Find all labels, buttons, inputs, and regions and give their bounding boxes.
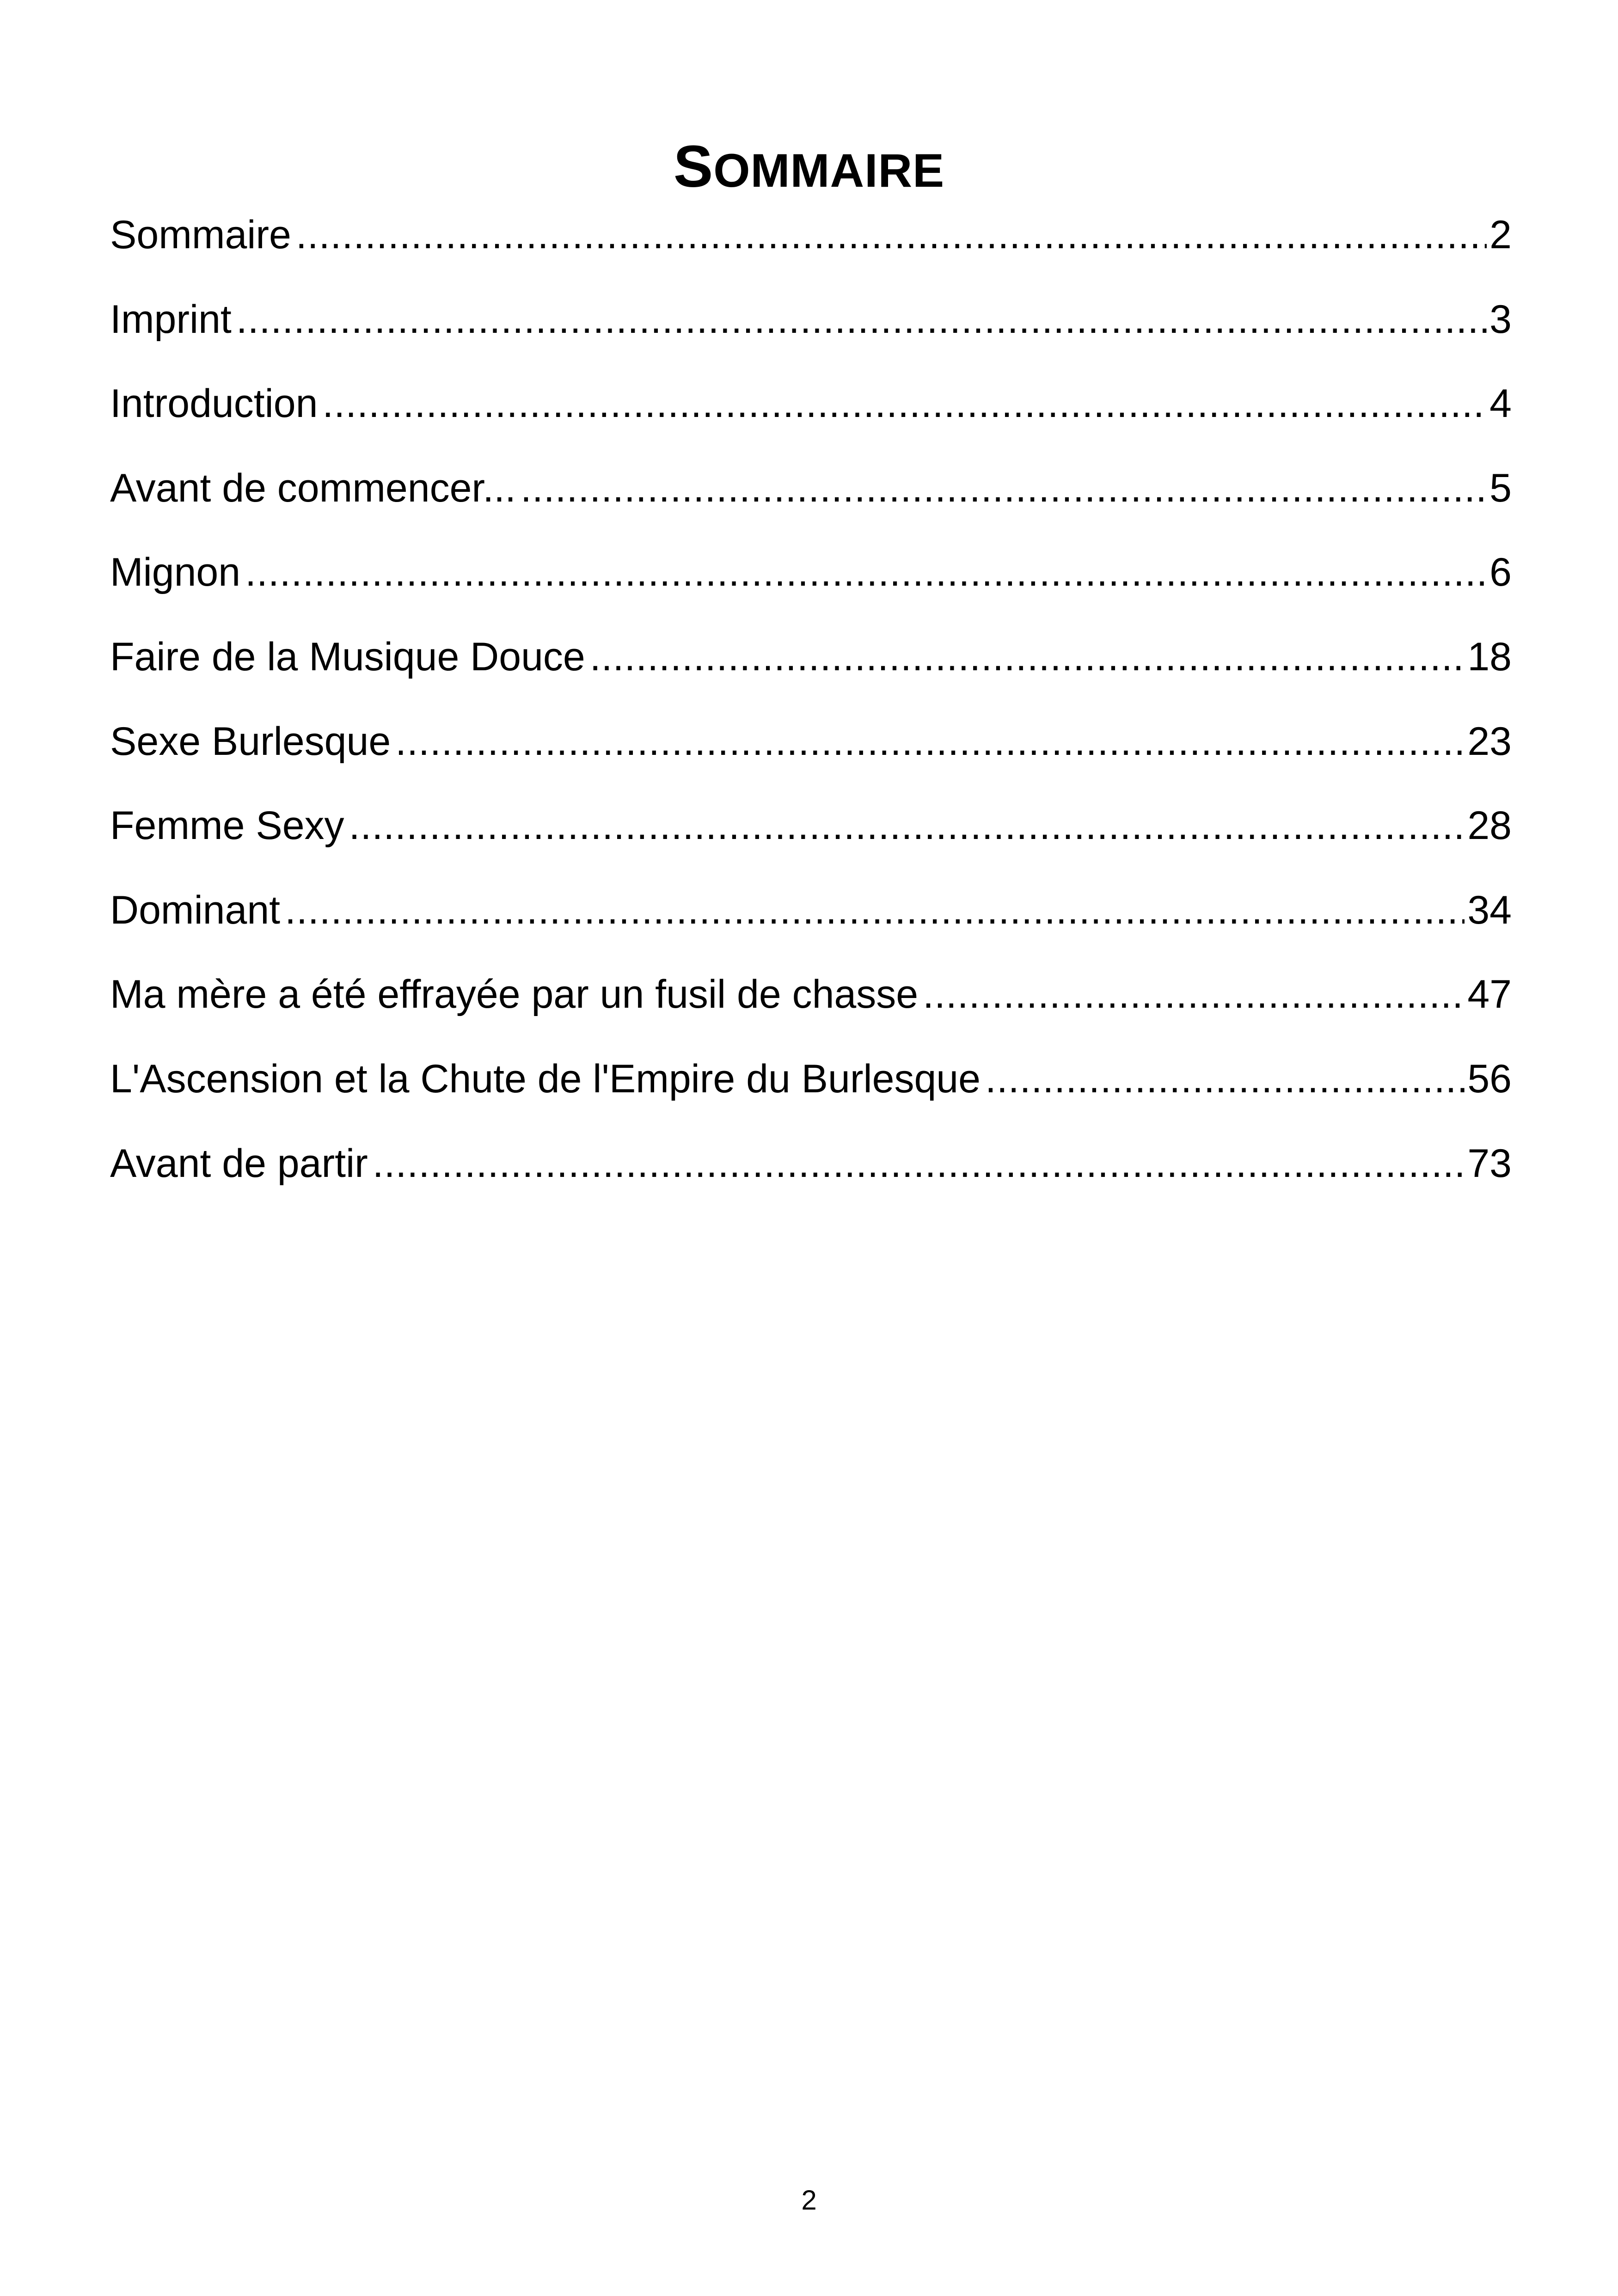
toc-entry-page: 18 — [1467, 634, 1512, 679]
toc-dot-leader — [245, 540, 1487, 605]
toc-entry-page: 4 — [1489, 381, 1512, 426]
toc-entry-dominant[interactable] — [110, 878, 1512, 962]
toc-entry-title: Avant de partir — [110, 1141, 368, 1186]
toc-entry-title: Ma mère a été effrayée par un fusil de chasse — [110, 972, 919, 1017]
toc-entry-imprint[interactable] — [110, 287, 1512, 372]
toc-entry-title: Faire de la Musique Douce — [110, 634, 585, 679]
toc-entry-faire-de-la-musique-douce[interactable] — [110, 625, 1512, 709]
toc-entry-page: 6 — [1489, 550, 1512, 595]
toc-entry-title: Mignon — [110, 550, 241, 595]
toc-entry-title: Dominant — [110, 888, 281, 932]
toc-entry-page: 56 — [1467, 1056, 1512, 1101]
toc-entry-ascension-et-chute[interactable] — [110, 1047, 1512, 1131]
page-title — [0, 130, 1618, 208]
toc-dot-leader — [296, 202, 1487, 267]
toc-entry-title: Introduction — [110, 381, 318, 426]
toc-entry-title: Sexe Burlesque — [110, 719, 391, 764]
toc-dot-leader — [236, 287, 1487, 352]
toc-dot-leader — [373, 1131, 1465, 1196]
toc-dot-leader — [322, 371, 1487, 436]
toc-entry-mignon[interactable] — [110, 540, 1512, 625]
toc-entry-femme-sexy[interactable] — [110, 793, 1512, 878]
toc-dot-leader — [590, 625, 1465, 689]
toc-entry-title: Avant de commencer... — [110, 465, 516, 510]
page-title-initial: S — [673, 133, 714, 200]
toc-dot-leader — [349, 793, 1465, 858]
toc-entry-page: 2 — [1489, 213, 1512, 257]
toc-dot-leader — [923, 962, 1465, 1027]
toc-entry-avant-de-partir[interactable] — [110, 1131, 1512, 1216]
toc-entry-page: 28 — [1467, 803, 1512, 848]
page-number: 2 — [801, 2185, 817, 2216]
toc-dot-leader — [395, 709, 1465, 774]
toc-dot-leader — [285, 878, 1465, 943]
toc-entry-title: Sommaire — [110, 213, 291, 257]
toc-entry-avant-de-commencer[interactable] — [110, 456, 1512, 540]
toc-entry-sexe-burlesque[interactable] — [110, 709, 1512, 794]
toc-entry-title: L'Ascension et la Chute de l'Empire du Burlesque — [110, 1056, 981, 1101]
toc-entry-page: 47 — [1467, 972, 1512, 1017]
toc-entry-page: 23 — [1467, 719, 1512, 764]
toc-entry-introduction[interactable] — [110, 371, 1512, 456]
toc-dot-leader — [521, 456, 1487, 520]
toc-entry-title: Imprint — [110, 297, 232, 342]
toc-entry-ma-mere-a-ete-effrayee[interactable] — [110, 962, 1512, 1047]
toc-dot-leader — [985, 1047, 1465, 1111]
toc-entry-sommaire[interactable] — [110, 202, 1512, 287]
page-title-rest: OMMAIRE — [713, 144, 945, 197]
toc-entry-page: 3 — [1489, 297, 1512, 342]
toc-entry-page: 73 — [1467, 1141, 1512, 1186]
table-of-contents — [110, 202, 1512, 1215]
toc-entry-title: Femme Sexy — [110, 803, 344, 848]
toc-entry-page: 5 — [1489, 465, 1512, 510]
toc-entry-page: 34 — [1467, 888, 1512, 932]
